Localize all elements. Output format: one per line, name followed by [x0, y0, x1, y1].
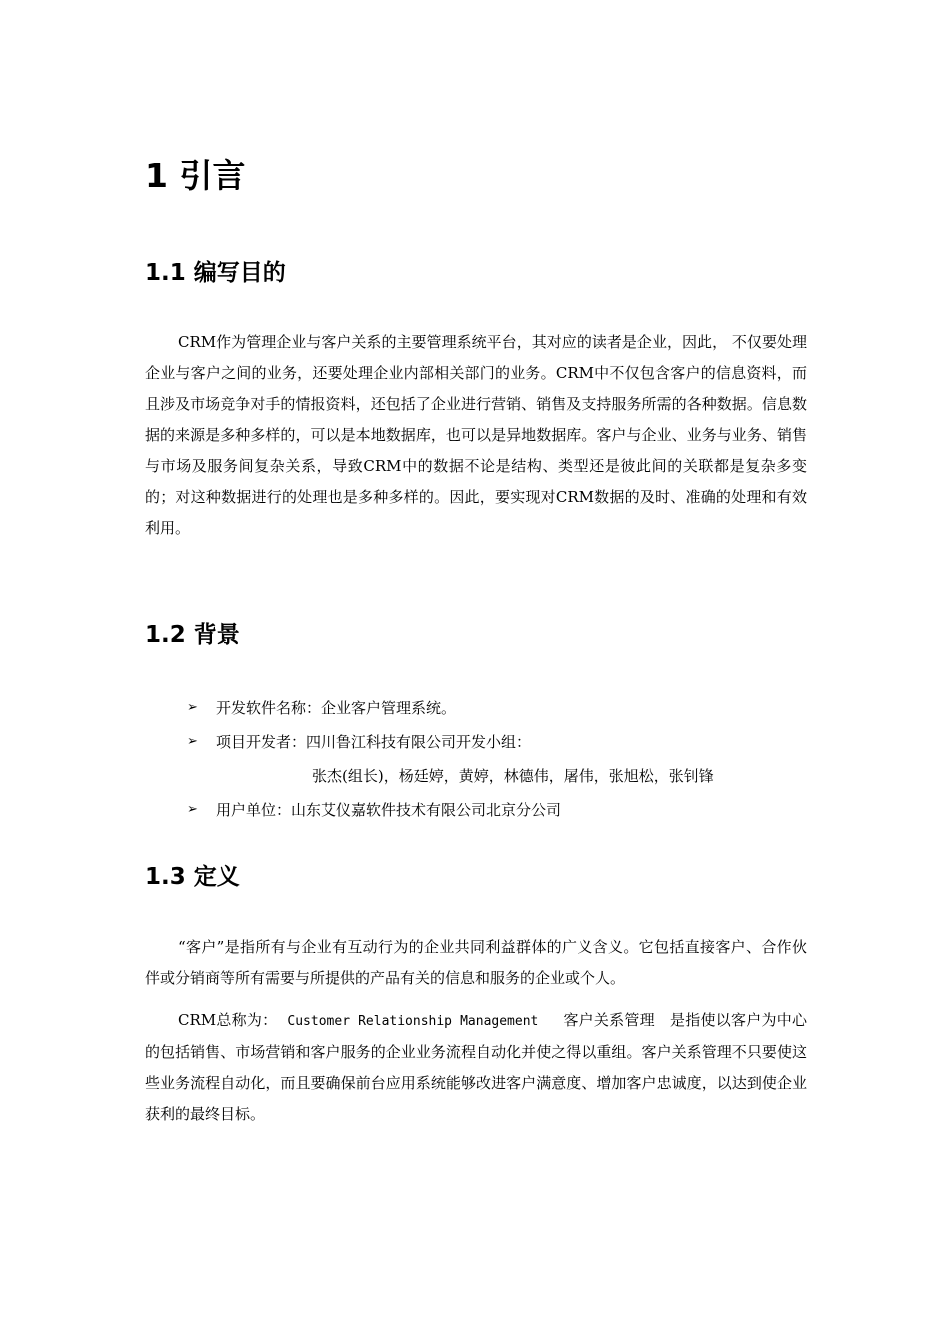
crm-definition-text: 是指使以客户为中心的包括销售、市场营销和客户服务的企业业务流程自动化并使之得以重组。客户关系管理不只要使这些业务流程自动化，而且要确保前台应用系统能够改进客户满意度、增加客户忠诚度，以达到使企业获利的最终目标。 — [145, 1011, 807, 1123]
user-unit-text: 用户单位：山东艾仪嘉软件技术有限公司北京分公司 — [216, 801, 562, 819]
arrow-bullet-icon: ➢ — [187, 700, 198, 715]
team-members-text: 张杰(组长)，杨廷婷，黄婷，林德伟，屠伟，张旭松，张钊锋 — [312, 767, 714, 785]
list-item — [145, 725, 807, 759]
purpose-paragraph: CRM作为管理企业与客户关系的主要管理系统平台，其对应的读者是企业，因此， 不仅要处理企业与客户之间的业务，还要处理企业内部相关部门的业务。CRM中不仅包含客户的信息资料，而且涉及市场竞争对手的情报资料，还包括了企业进行营销、销售及支持服务所需的各种数据。信息数据的来源是多种多样的，可以是本地数据库，也可以是异地数据库。客户与企业、业务与业务、销售与市场及服务间复杂关系，导致CRM中的数据不论是结构、类型还是彼此间的关联都是复杂多变的；对这种数据进行的处理也是多种多样的。因此，要实现对CRM数据的及时、准确的处理和有效利用。 — [145, 333, 807, 537]
crm-prefix-text: CRM总称为： — [178, 1011, 278, 1029]
arrow-bullet-icon: ➢ — [187, 734, 198, 749]
section-heading-definition: 1.3 定义 — [145, 864, 240, 890]
background-list — [145, 691, 807, 827]
list-item — [145, 691, 807, 725]
chapter-heading: 1 引言 — [145, 156, 246, 195]
crm-english-term: Customer Relationship Management — [287, 1014, 539, 1029]
definition-paragraph-crm — [145, 1005, 807, 1130]
crm-chinese-term: 客户关系管理 — [563, 1011, 655, 1029]
arrow-bullet-icon: ➢ — [187, 802, 198, 817]
developer-text: 项目开发者：四川鲁江科技有限公司开发小组： — [216, 733, 532, 751]
definition-paragraph-customer: “客户”是指所有与企业有互动行为的企业共同利益群体的广义含义。它包括直接客户、合作伙伴或分销商等所有需要与所提供的产品有关的信息和服务的企业或个人。 — [145, 938, 807, 987]
software-name-text: 开发软件名称：企业客户管理系统。 — [216, 699, 457, 717]
section-heading-background: 1.2 背景 — [145, 622, 240, 648]
list-item — [145, 793, 807, 827]
section-heading-purpose: 1.1 编写目的 — [145, 260, 286, 286]
list-item-continuation — [145, 759, 807, 793]
